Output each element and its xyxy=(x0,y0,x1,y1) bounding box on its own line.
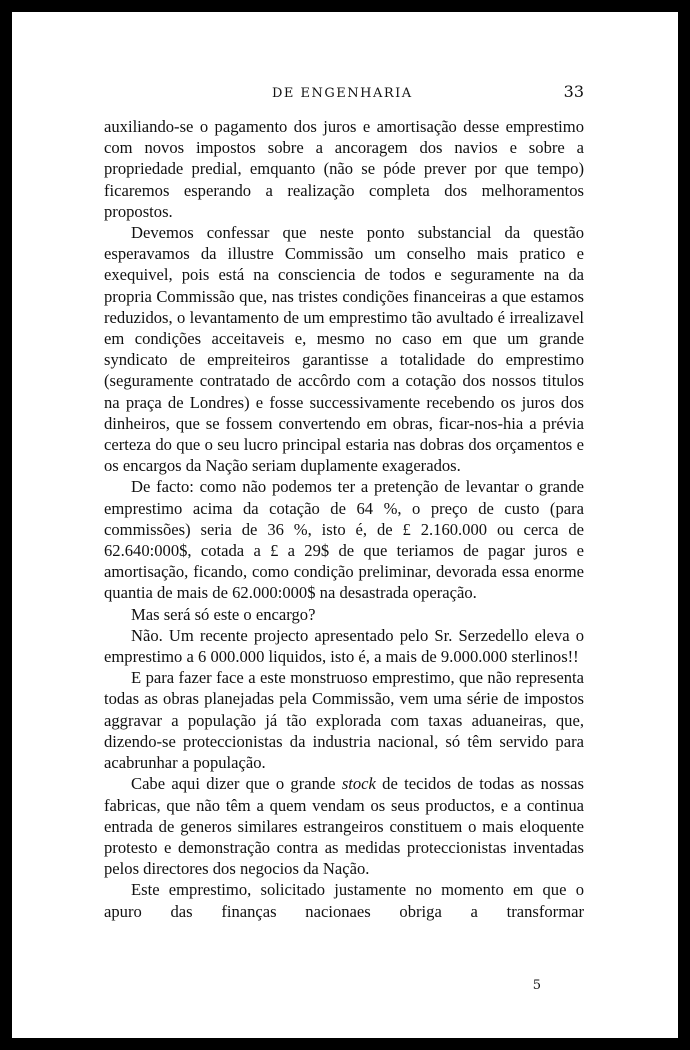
paragraph: Devemos confessar que neste ponto substancial da questão esperavamos da illustre Commissão um conselho mais pratico e exequivel, pois está na consciencia de todos e seguramente na da propria Commissão que, nas tristes condições financeiras a que estamos reduzidos, o levantamento de um emprestimo tão avultado é irrealizavel em condições acceitaveis e, mesmo no caso em que um grande syndicato de empreiteiros garantisse a totalidade do emprestimo (seguramente contratado de accôrdo com a cotação dos nossos titulos na praça de Londres) e fosse successivamente recebendo os juros dos dinheiros, que se fossem convertendo em obras, ficar-nos-hia a prévia certeza do que o seu lucro principal estaria nas dobras dos orçamentos e os encargos da Nação seriam duplamente exagerados. xyxy=(104,223,584,476)
book-page xyxy=(12,12,678,1038)
paragraph: Mas será só este o encargo? xyxy=(131,604,316,624)
paragraph: Não. Um recente projecto apresentado pelo Sr. Serzedello eleva o emprestimo a 6 000.000 liquidos, isto é, a mais de 9.000.000 sterlinos!! xyxy=(104,625,584,667)
italic-word: stock xyxy=(341,774,376,794)
paragraph-stock xyxy=(104,773,584,879)
paragraph: E para fazer face a este monstruoso emprestimo, que não representa todas as obras planejadas pela Commissão, vem uma série de impostos aggravar a população já tão explorada com taxas aduaneiras, que, dizendo-se proteccionistas da industria nacional, só têm servido para acabrunhar a população. xyxy=(104,668,584,773)
signature-mark: 5 xyxy=(532,978,541,993)
paragraph-text: de tecidos de todas as nossas fabricas, que não têm a quem vendam os seus productos, e a continua entrada de generos similares estrangeiros constituem o mais eloquente protesto e demonstração contra as medidas proteccionistas inventadas pelos directores dos negocios da Nação. xyxy=(104,774,584,879)
running-title: DE ENGENHARIA xyxy=(272,86,413,101)
paragraph-text: Cabe aqui dizer que o grande xyxy=(131,774,342,794)
paragraph-final: Este emprestimo, solicitado justamente no momento em que o apuro das finanças nacionaes obriga a transformar xyxy=(104,880,584,921)
paragraph-continuation: auxiliando-se o pagamento dos juros e amortisação desse emprestimo com novos impostos sobre a ancoragem dos navios e sobre a propriedade predial, emquanto (não se póde prever por que tempo) ficaremos esperando a realização completa dos melhoramentos propostos. xyxy=(104,117,584,221)
body-text xyxy=(104,116,584,922)
page-header xyxy=(12,82,678,106)
paragraph: De facto: como não podemos ter a pretenção de levantar o grande emprestimo acima da cotação de 64 %, o preço de custo (para commissões) seria de 36 %, isto é, de £ 2.160.000 ou cerca de 62.640:000$, cotada a £ a 29$ de que teriamos de pagar juros e amortisação, ficando, como condição preliminar, devorada essa enorme quantia de mais de 62.000:000$ na desastrada operação. xyxy=(104,477,584,603)
page-number: 33 xyxy=(563,82,584,101)
